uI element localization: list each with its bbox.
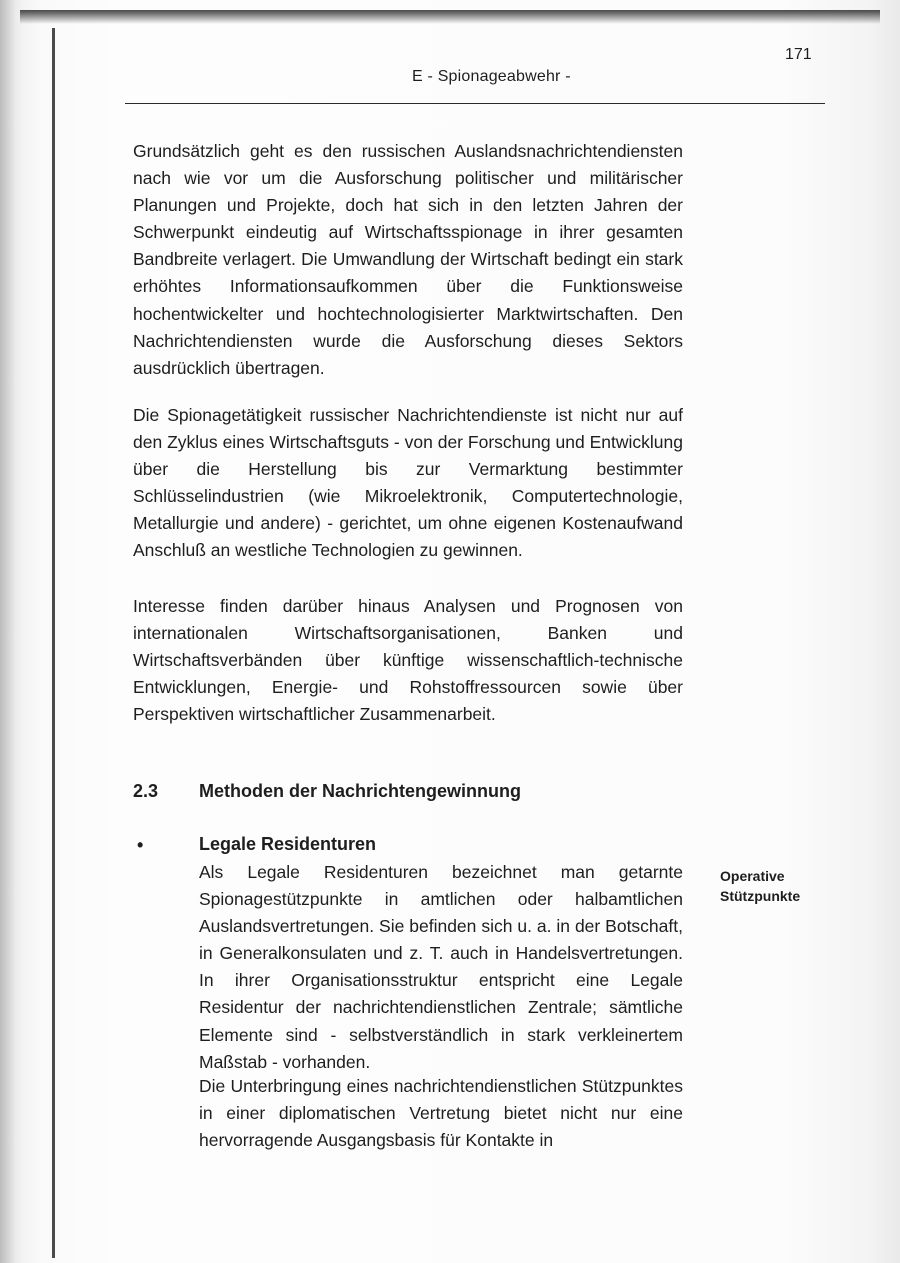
subsection-paragraph: Als Legale Residenturen bezeichnet man getarnte Spionagestützpunkte in amtlichen oder halbamtlichen Auslandsvertretungen. Sie befinden sich u. a. in der Botschaft, in Generalkonsulaten und z. T. auch in Handelsvertretungen. In ihrer Organisationsstruktur entspricht eine Legale Residentur der nachrichtendienstlichen Zentrale; sämtliche Elemente sind - selbstverständlich in stark verkleinertem Maßstab - vorhanden. (199, 862, 683, 1072)
section-title: Methoden der Nachrichtengewinnung (199, 781, 522, 801)
running-header: E - Spionageabwehr - (412, 68, 571, 85)
subsection-paragraph: Die Unterbringung eines nachrichtendienstlichen Stützpunktes in einer diplomatischen Vertretung bietet nicht nur eine hervorragende Ausgangsbasis für Kontakte in (199, 1076, 683, 1151)
subsection-title: Legale Residenturen (199, 834, 377, 854)
section-number: 2.3 (133, 781, 159, 801)
bullet-icon: • (137, 835, 144, 855)
margin-note: Operative Stützpunkte (720, 868, 801, 904)
book-gutter-line (52, 28, 55, 1258)
header-rule (125, 103, 825, 104)
page-number: 171 (785, 46, 812, 63)
body-paragraph: Grundsätzlich geht es den russischen Auslandsnachrichtendiensten nach wie vor um die Ausforschung politischer und militärischer Planungen und Projekte, doch hat sich in den letzten Jahren der Schwerpunkt eindeutig auf Wirtschaftsspionage in ihrer gesamten Bandbreite verlagert. Die Umwandlung der Wirtschaft bedingt ein stark erhöhtes Informationsaufkommen über die Funktionsweise hochentwickelter und hochtechnologisierter Marktwirtschaften. Den Nachrichtendiensten wurde die Ausforschung dieses Sektors ausdrücklich übertragen. (133, 141, 683, 378)
top-edge-shadow (20, 10, 880, 24)
body-paragraph: Die Spionagetätigkeit russischer Nachrichtendienste ist nicht nur auf den Zyklus eines Wirtschaftsguts - von der Forschung und Entwicklung über die Herstellung bis zur Vermarktung bestimmter Schlüsselindustrien (wie Mikroelektronik, Computertechnologie, Metallurgie und andere) - gerichtet, um ohne eigenen Kostenaufwand Anschluß an westliche Technologien zu gewinnen. (133, 405, 683, 561)
book-spine-shadow (0, 0, 14, 1263)
body-paragraph: Interesse finden darüber hinaus Analysen und Prognosen von internationalen Wirtschaftsorganisationen, Banken und Wirtschaftsverbänden über künftige wissenschaftlich-technische Entwicklungen, Energie- und Rohstoffressourcen sowie über Perspektiven wirtschaftlicher Zusammenarbeit. (133, 596, 683, 725)
